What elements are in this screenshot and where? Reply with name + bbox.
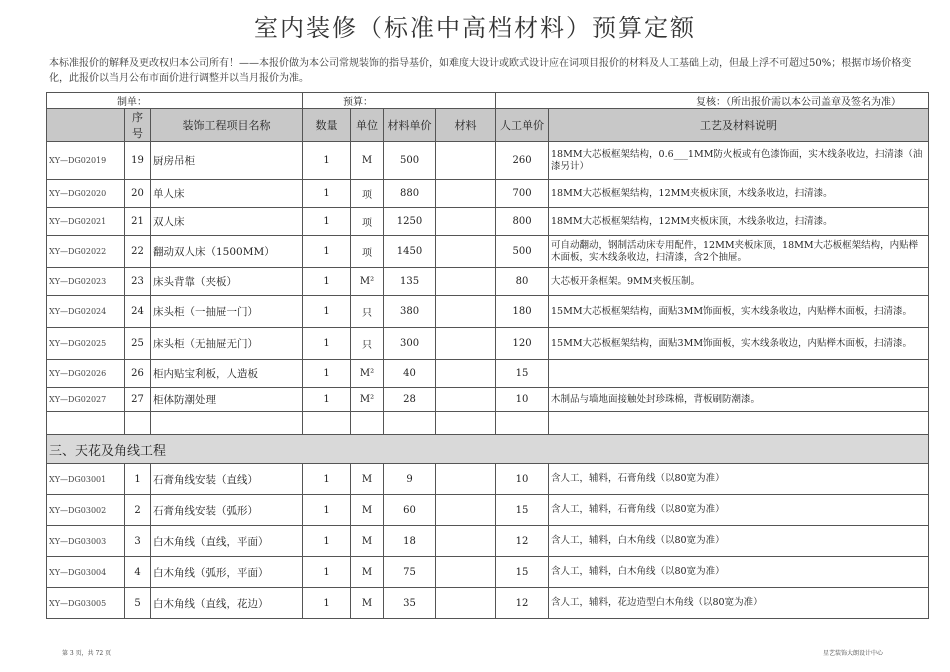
item-mat-price: 75	[384, 557, 436, 588]
header-labor-price: 人工单价	[496, 109, 549, 142]
item-mat-price: 880	[384, 180, 436, 208]
table-row	[47, 142, 929, 180]
budget-table	[46, 92, 929, 619]
item-code: XY—DG02019	[47, 142, 125, 180]
item-qty: 1	[303, 557, 351, 588]
page-title: 室内装修（标准中高档材料）预算定额	[254, 14, 696, 42]
item-material	[436, 268, 496, 296]
item-name: 厨房吊柜	[151, 142, 303, 180]
item-qty: 1	[303, 268, 351, 296]
table-row	[47, 588, 929, 619]
item-material	[436, 495, 496, 526]
item-seq: 24	[125, 296, 151, 328]
item-qty: 1	[303, 464, 351, 495]
item-unit: M²	[351, 268, 384, 296]
item-name: 双人床	[151, 208, 303, 236]
item-unit: M	[351, 464, 384, 495]
footer-company: 星艺装饰大朗设计中心	[823, 650, 884, 657]
item-qty: 1	[303, 360, 351, 388]
blank-cell	[151, 412, 303, 435]
blank-cell	[47, 412, 125, 435]
item-qty: 1	[303, 588, 351, 619]
header-name: 装饰工程项目名称	[151, 109, 303, 142]
item-material	[436, 557, 496, 588]
header-desc: 工艺及材料说明	[549, 109, 929, 142]
item-code: XY—DG02023	[47, 268, 125, 296]
item-labor-price: 120	[496, 328, 549, 360]
item-unit: M	[351, 588, 384, 619]
item-qty: 1	[303, 328, 351, 360]
table-row	[47, 388, 929, 412]
item-desc: 可自动翻动，钢制活动床专用配件，12MM夹板床顶，18MM大芯板框架结构，内贴榉木面板，实木线条收边，扫清漆，含2个抽屉。	[549, 236, 929, 268]
table-row	[47, 526, 929, 557]
item-qty: 1	[303, 388, 351, 412]
item-desc: 18MM大芯板框架结构，0.6___1MM防火板或有色漆饰面，实木线条收边，扫清漆（油漆另计）	[549, 142, 929, 180]
item-labor-price: 12	[496, 588, 549, 619]
item-unit: 项	[351, 208, 384, 236]
item-name: 石膏角线安装（弧形）	[151, 495, 303, 526]
item-desc: 含人工，辅料，白木角线（以80宽为准）	[549, 526, 929, 557]
item-material	[436, 180, 496, 208]
item-desc: 15MM大芯板框架结构，面贴3MM饰面板，实木线条收边，内贴榉木面板，扫清漆。	[549, 296, 929, 328]
blank-cell	[303, 412, 351, 435]
item-code: XY—DG02022	[47, 236, 125, 268]
item-desc: 含人工，辅料，花边造型白木角线（以80宽为准）	[549, 588, 929, 619]
blank-cell	[125, 412, 151, 435]
item-unit: 只	[351, 328, 384, 360]
item-seq: 5	[125, 588, 151, 619]
item-code: XY—DG02020	[47, 180, 125, 208]
item-unit: M	[351, 557, 384, 588]
item-desc: 含人工，辅料，石膏角线（以80宽为准）	[549, 464, 929, 495]
item-desc: 大芯板开条框架。9MM夹板压制。	[549, 268, 929, 296]
item-seq: 4	[125, 557, 151, 588]
item-code: XY—DG03005	[47, 588, 125, 619]
item-mat-price: 9	[384, 464, 436, 495]
item-material	[436, 236, 496, 268]
item-labor-price: 800	[496, 208, 549, 236]
item-mat-price: 28	[384, 388, 436, 412]
table-row	[47, 268, 929, 296]
table-row	[47, 328, 929, 360]
item-seq: 25	[125, 328, 151, 360]
item-code: XY—DG02021	[47, 208, 125, 236]
item-name: 床头背靠（夹板）	[151, 268, 303, 296]
item-qty: 1	[303, 180, 351, 208]
item-mat-price: 18	[384, 526, 436, 557]
blank-cell	[436, 412, 496, 435]
item-desc: 木制品与墙地面接触处封珍珠棉，背板刷防潮漆。	[549, 388, 929, 412]
header-unit: 单位	[351, 109, 384, 142]
signature-row	[47, 93, 929, 109]
header-material: 材料	[436, 109, 496, 142]
item-code: XY—DG03001	[47, 464, 125, 495]
item-name: 柜体防潮处理	[151, 388, 303, 412]
item-name: 白木角线（直线，平面）	[151, 526, 303, 557]
item-labor-price: 15	[496, 360, 549, 388]
item-qty: 1	[303, 208, 351, 236]
item-name: 白木角线（直线，花边）	[151, 588, 303, 619]
item-mat-price: 380	[384, 296, 436, 328]
item-name: 床头柜（无抽屉无门）	[151, 328, 303, 360]
item-desc	[549, 360, 929, 388]
header-qty: 数量	[303, 109, 351, 142]
header-row	[47, 109, 929, 142]
item-code: XY—DG03003	[47, 526, 125, 557]
item-labor-price: 15	[496, 495, 549, 526]
item-material	[436, 142, 496, 180]
item-material	[436, 526, 496, 557]
item-mat-price: 1450	[384, 236, 436, 268]
item-material	[436, 360, 496, 388]
item-seq: 20	[125, 180, 151, 208]
item-code: XY—DG03004	[47, 557, 125, 588]
item-labor-price: 500	[496, 236, 549, 268]
table-row	[47, 208, 929, 236]
item-unit: M²	[351, 360, 384, 388]
item-mat-price: 40	[384, 360, 436, 388]
table-row	[47, 296, 929, 328]
item-seq: 21	[125, 208, 151, 236]
item-desc: 18MM大芯板框架结构，12MM夹板床顶，木线条收边，扫清漆。	[549, 208, 929, 236]
notice-text: 本标准报价的解释及更改权归本公司所有！——本报价做为本公司常规装饰的指导基价，如难度大设计或欧式设计应在词项目报价的材料及人工基础上动，但最上浮不可超过50%；根据市场价格变化，此报价以当月公布市面价进行调整并以当月报价为准。	[49, 58, 912, 84]
item-labor-price: 260	[496, 142, 549, 180]
item-labor-price: 180	[496, 296, 549, 328]
item-material	[436, 388, 496, 412]
item-seq: 22	[125, 236, 151, 268]
item-unit: 项	[351, 236, 384, 268]
item-name: 石膏角线安装（直线）	[151, 464, 303, 495]
table-row	[47, 464, 929, 495]
item-seq: 3	[125, 526, 151, 557]
blank-cell	[351, 412, 384, 435]
table-row	[47, 495, 929, 526]
item-desc: 18MM大芯板框架结构，12MM夹板床顶，木线条收边，扫清漆。	[549, 180, 929, 208]
item-mat-price: 500	[384, 142, 436, 180]
table-row	[47, 557, 929, 588]
item-code: XY—DG02024	[47, 296, 125, 328]
blank-cell	[496, 412, 549, 435]
header-mat-price: 材料单价	[384, 109, 436, 142]
table-row	[47, 236, 929, 268]
item-material	[436, 208, 496, 236]
item-unit: M	[351, 495, 384, 526]
item-labor-price: 80	[496, 268, 549, 296]
item-material	[436, 464, 496, 495]
blank-cell	[549, 412, 929, 435]
item-unit: 只	[351, 296, 384, 328]
item-seq: 1	[125, 464, 151, 495]
item-name: 床头柜（一抽屉一门）	[151, 296, 303, 328]
item-labor-price: 10	[496, 388, 549, 412]
item-name: 柜内贴宝利板，人造板	[151, 360, 303, 388]
item-code: XY—DG02026	[47, 360, 125, 388]
item-qty: 1	[303, 495, 351, 526]
table-row	[47, 180, 929, 208]
maker-label: 制单：	[47, 93, 303, 109]
section-row	[47, 435, 929, 464]
item-mat-price: 135	[384, 268, 436, 296]
blank-cell	[384, 412, 436, 435]
item-name: 翻动双人床（1500MM）	[151, 236, 303, 268]
item-desc: 含人工，辅料，石膏角线（以80宽为准）	[549, 495, 929, 526]
item-seq: 26	[125, 360, 151, 388]
item-qty: 1	[303, 236, 351, 268]
item-labor-price: 15	[496, 557, 549, 588]
item-unit: M	[351, 142, 384, 180]
item-qty: 1	[303, 142, 351, 180]
review-label: 复核：（所出报价需以本公司盖章及签名为准）	[496, 93, 929, 109]
item-name: 单人床	[151, 180, 303, 208]
budget-label: 预算：	[303, 93, 496, 109]
item-labor-price: 12	[496, 526, 549, 557]
item-code: XY—DG03002	[47, 495, 125, 526]
item-seq: 23	[125, 268, 151, 296]
item-code: XY—DG02027	[47, 388, 125, 412]
item-name: 白木角线（弧形，平面）	[151, 557, 303, 588]
item-unit: M²	[351, 388, 384, 412]
item-seq: 19	[125, 142, 151, 180]
item-labor-price: 10	[496, 464, 549, 495]
item-material	[436, 328, 496, 360]
item-seq: 27	[125, 388, 151, 412]
header-code	[47, 109, 125, 142]
item-seq: 2	[125, 495, 151, 526]
item-mat-price: 60	[384, 495, 436, 526]
footer-page: 第 3 页，共 72 页	[62, 650, 112, 657]
item-qty: 1	[303, 526, 351, 557]
item-material	[436, 296, 496, 328]
item-unit: 项	[351, 180, 384, 208]
item-mat-price: 1250	[384, 208, 436, 236]
item-desc: 15MM大芯板框架结构，面贴3MM饰面板，实木线条收边，内贴榉木面板，扫清漆。	[549, 328, 929, 360]
item-material	[436, 588, 496, 619]
item-mat-price: 35	[384, 588, 436, 619]
item-code: XY—DG02025	[47, 328, 125, 360]
item-desc: 含人工，辅料，白木角线（以80宽为准）	[549, 557, 929, 588]
table-row	[47, 360, 929, 388]
item-unit: M	[351, 526, 384, 557]
section-title: 三、天花及角线工程	[47, 435, 929, 464]
item-qty: 1	[303, 296, 351, 328]
item-mat-price: 300	[384, 328, 436, 360]
header-seq: 序号	[125, 109, 151, 142]
item-labor-price: 700	[496, 180, 549, 208]
blank-row	[47, 412, 929, 435]
